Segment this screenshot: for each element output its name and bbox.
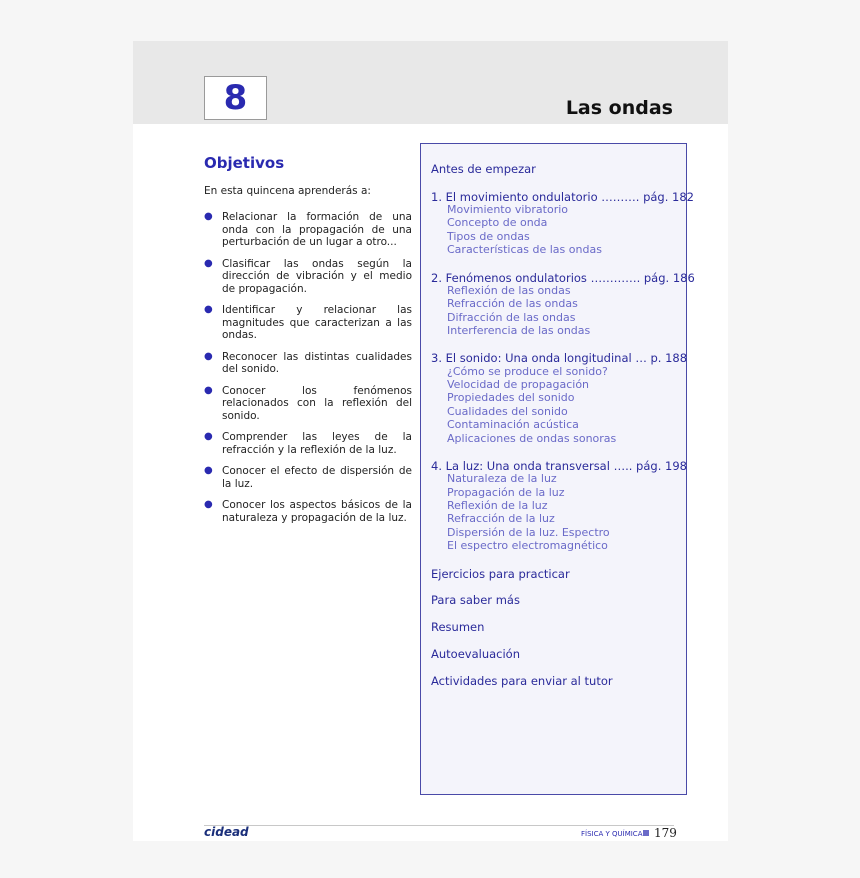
- toc-subsection[interactable]: Contaminación acústica: [447, 418, 579, 431]
- chapter-number-box: [204, 76, 267, 120]
- document-page: [133, 41, 728, 841]
- toc-section-4[interactable]: 4. La luz: Una onda transversal ….. pág. 198: [431, 459, 687, 473]
- objective-item: [204, 211, 412, 249]
- toc-resumen[interactable]: Resumen: [431, 620, 485, 634]
- toc-subsection[interactable]: Concepto de onda: [447, 216, 548, 229]
- objective-text: Conocer el efecto de dispersión de la luz.: [222, 465, 412, 490]
- objective-item: [204, 258, 412, 296]
- toc-subsection[interactable]: ¿Cómo se produce el sonido?: [447, 365, 608, 378]
- objective-text: Conocer los aspectos básicos de la naturaleza y propagación de la luz.: [222, 499, 412, 524]
- bullet-icon: ●: [204, 499, 213, 510]
- bullet-icon: ●: [204, 304, 213, 315]
- page-title: Las ondas: [565, 97, 673, 119]
- toc-subsection[interactable]: Refracción de la luz: [447, 512, 555, 525]
- toc-section-2[interactable]: 2. Fenómenos ondulatorios …………. pág. 186: [431, 271, 695, 285]
- bullet-icon: ●: [204, 465, 213, 476]
- objective-text: Relacionar la formación de una onda con la propagación de una perturbación de un lugar a otro...: [222, 211, 412, 248]
- objectives-list: [204, 211, 412, 533]
- toc-autoevaluacion[interactable]: Autoevaluación: [431, 647, 521, 661]
- footer-subject: FÍSICA Y QUÍMICA: [581, 830, 643, 838]
- toc-para-saber-mas[interactable]: Para saber más: [431, 593, 520, 607]
- toc-subsection[interactable]: Características de las ondas: [447, 243, 602, 256]
- cidead-logo: cidead: [204, 825, 249, 839]
- toc-subsection[interactable]: Tipos de ondas: [447, 230, 530, 243]
- toc-subsection[interactable]: Cualidades del sonido: [447, 405, 568, 418]
- toc-subsection[interactable]: Dispersión de la luz. Espectro: [447, 526, 610, 539]
- objectives-intro: En esta quincena aprenderás a:: [204, 185, 371, 197]
- objective-item: [204, 304, 412, 342]
- bullet-icon: ●: [204, 257, 213, 269]
- chapter-number: 8: [223, 78, 248, 118]
- footer-divider: [204, 825, 674, 826]
- objective-item: [204, 431, 412, 456]
- page-number: 179: [654, 826, 677, 840]
- toc-section-3[interactable]: 3. El sonido: Una onda longitudinal … p. 188: [431, 351, 688, 365]
- toc-section-1[interactable]: 1. El movimiento ondulatorio ………. pág. 182: [431, 190, 694, 204]
- toc-subsection[interactable]: Reflexión de las ondas: [447, 284, 571, 297]
- bullet-icon: ●: [204, 350, 213, 362]
- objective-text: Reconocer las distintas cualidades del sonido.: [222, 350, 412, 375]
- objective-item: [204, 385, 412, 423]
- toc-subsection[interactable]: Aplicaciones de ondas sonoras: [447, 432, 617, 445]
- objectives-heading: Objetivos: [204, 154, 285, 172]
- toc-subsection[interactable]: El espectro electromagnético: [447, 539, 608, 552]
- toc-subsection[interactable]: Naturaleza de la luz: [447, 472, 557, 485]
- objective-item: [204, 499, 412, 524]
- bullet-icon: ●: [204, 211, 213, 222]
- objective-text: Comprender las leyes de la refracción y la reflexión de la luz.: [222, 431, 412, 456]
- toc-subsection[interactable]: Interferencia de las ondas: [447, 324, 591, 337]
- objective-item: [204, 465, 412, 490]
- toc-subsection[interactable]: Propagación de la luz: [447, 486, 565, 499]
- objective-text: Identificar y relacionar las magnitudes que caracterizan a las ondas.: [222, 304, 412, 341]
- objective-text: Conocer los fenómenos relacionados con la reflexión del sonido.: [222, 384, 412, 422]
- toc-subsection[interactable]: Reflexión de la luz: [447, 499, 548, 512]
- toc-subsection[interactable]: Movimiento vibratorio: [447, 203, 568, 216]
- toc-subsection[interactable]: Refracción de las ondas: [447, 297, 578, 310]
- toc-antes-de-empezar[interactable]: Antes de empezar: [431, 162, 536, 176]
- bullet-icon: ●: [204, 384, 213, 396]
- toc-subsection[interactable]: Difracción de las ondas: [447, 311, 576, 324]
- objective-text: Clasificar las ondas según la dirección de vibración y el medio de propagación.: [222, 257, 412, 295]
- toc-ejercicios[interactable]: Ejercicios para practicar: [431, 567, 570, 581]
- square-icon: [643, 830, 649, 836]
- table-of-contents: [420, 143, 695, 795]
- objective-item: [204, 351, 412, 376]
- toc-subsection[interactable]: Propiedades del sonido: [447, 391, 575, 404]
- toc-actividades[interactable]: Actividades para enviar al tutor: [431, 674, 613, 688]
- toc-subsection[interactable]: Velocidad de propagación: [447, 378, 590, 391]
- bullet-icon: ●: [204, 431, 213, 442]
